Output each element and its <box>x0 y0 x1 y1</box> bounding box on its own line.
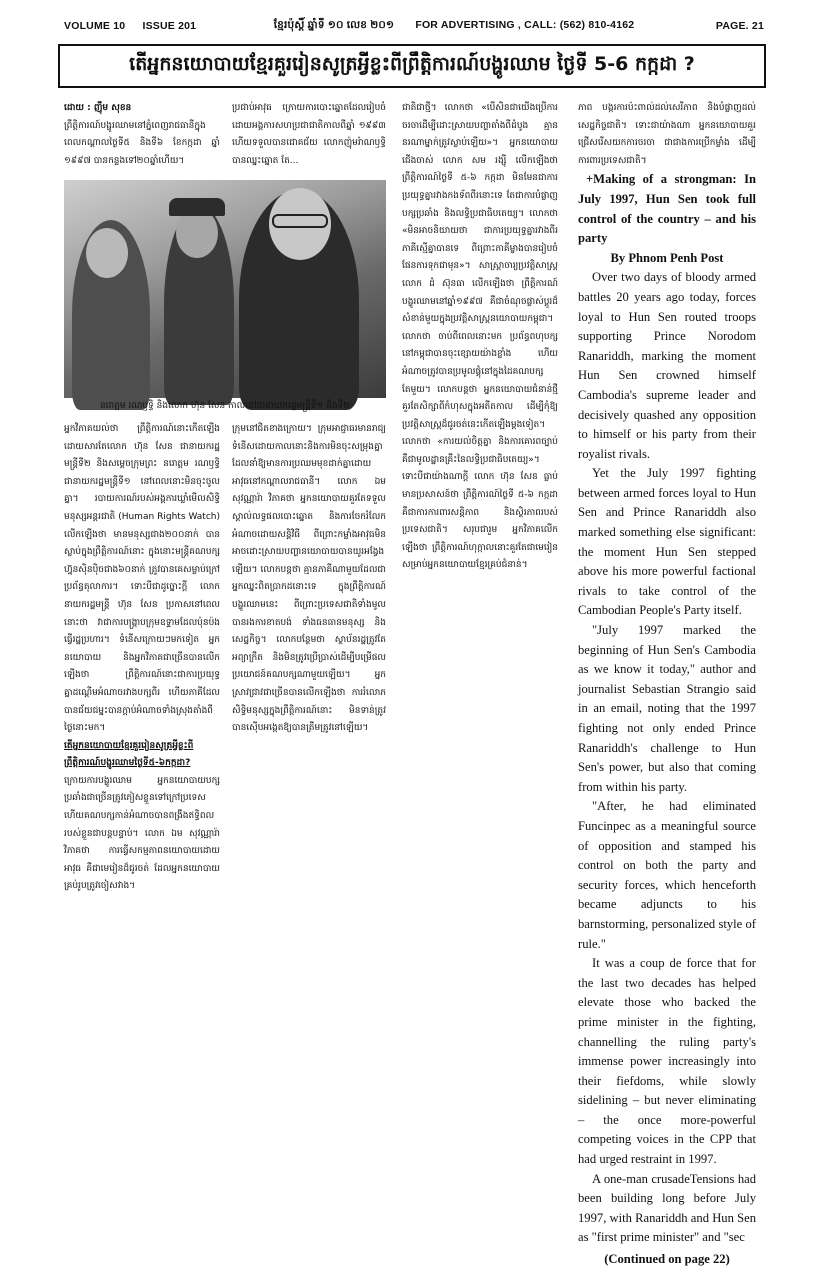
english-headline: +Making of a strongman: In July 1997, Hun Sen took full control of the country – and his party <box>578 172 756 246</box>
article-photo <box>64 180 386 398</box>
english-paragraph: Yet the July 1997 fighting between armed forces loyal to Hun Sen and Prince Ranariddh also marked something else significant: the moment Hun Sen stepped above his more powerful factional rivals to take control of the Cambodian People's Party itself. <box>578 466 756 618</box>
khmer-column-1 <box>64 421 220 1171</box>
header-left <box>64 20 210 32</box>
english-paragraph: A one-man crusadeTensions had been building long before July 1997, with Ranariddh and Hun Sen as "first prime minister" and "sec <box>578 1171 756 1245</box>
header-mid <box>274 19 653 34</box>
english-paragraph: It was a coup de force that for the last two decades has helped elevate those who backed the prime minister in the fighting, channelling the ruling party's immense power increasingly into their fiefdoms, while slowly sidelining – but never eliminating – the once more-powerful competing voices in the CPP that had urged restraint in 1997. <box>578 956 756 1167</box>
english-article <box>578 170 756 1269</box>
english-paragraph: "After, he had eliminated Funcinpec as a meaningful source of opposition and stamped his control on both the party and security forces, which henceforth became adjuncts to his barnstorming, personalized style of rule." <box>578 799 756 951</box>
khmer-paragraph: ព្រឹត្តិការណ៍បង្ហូរឈាមនៅភ្នំពេញរាជធានីក្នុងពេលកណ្តាលថ្ងៃទី៥ និងទី៦ ខែកក្កដា ឆ្នាំ ១៩៩៧ បានកន្លងទៅ២០ឆ្នាំហើយ។ <box>64 120 220 166</box>
article-headline: តើអ្នកនយោបាយខ្មែរគួររៀនសូត្រអ្វីខ្លះពីព្រឹត្តិការណ៍បង្ហូរឈាម ថ្ងៃទី 5-6 កក្កដា ? <box>58 44 766 88</box>
author-byline: ដោយ : ញ៉ឹម សុខន <box>64 103 132 113</box>
english-column <box>578 100 756 1267</box>
khmer-subheading: តើអ្នកនយោបាយខ្មែរគួររៀនសូត្រអ្វីខ្លះពីព្រឹត្តិការណ៍បង្ហូរឈាមថ្ងៃទី៥-៦កក្កដា? <box>64 740 194 769</box>
english-paragraph: Over two days of bloody armed battles 20 years ago today, forces loyal to Hun Sen routed troops supporting Prince Norodom Ranariddh, marking the moment Hun Sen crowned himself Cambodia's supreme leader and decisively quashed any opposition to himself or his party from their royalist rivals. <box>578 270 756 461</box>
advertising-label: FOR ADVERTISING , CALL: (562) 810-4162 <box>415 18 635 31</box>
khmer-paragraph: ក្រោយការបង្ហូរឈាម អ្នកនយោបាយបក្សប្រឆាំងជាច្រើនត្រូវភៀសខ្លួនទៅក្រៅប្រទេស ហើយគណបក្សកាន់អំណាចបានពង្រឹងឥទ្ធិពលរបស់ខ្លួនជាបន្តបន្ទាប់។ លោក ឯម សុវណ្ណារ៉ា វិភាគថា ការធ្វើសកម្មភាពនយោបាយដោយអាវុធ គឺជាមេរៀនដ៏ជូរចត់ ដែលអ្នកនយោបាយគ្រប់រូបត្រូវចៀសវាង។ <box>64 775 220 892</box>
khmer-paragraph: ក្រុមនៅជិតខាងក្រោយ។ ក្រុមអាជ្ញាធរមានរាជ្យទំនើសដោយកាលនោះនិងការមិនចុះសម្រុងគ្នា ដែលនាំឱ្យមានការប្រឈមមុខដាក់គ្នាដោយអាវុធនៅកណ្តាលរាជធានី។ លោក ឯម សុវណ្ណារ៉ា វិភាគថា អ្នកនយោបាយគួរតែទទួលស្គាល់លទ្ធផលបោះឆ្នោត និងការចែករំលែកអំណាចដោយសន្តិវិធី ពីព្រោះកម្លាំងអាវុធមិនអាចដោះស្រាយបញ្ហានយោបាយបានយូរអង្វែងឡើយ។ លោកបន្តថា គ្មានភាគីណាមួយដែលជាអ្នកឈ្នះពិតប្រាកដនោះទេ ក្នុងព្រឹត្តិការណ៍បង្ហូរឈាមនេះ ពីព្រោះប្រទេសជាតិទាំងមូលបានរងការខាតបង់ ទាំងធនធានមនុស្ស និងសេដ្ឋកិច្ច។ លោកបន្ថែមថា ស្ថាប័នរដ្ឋត្រូវតែអព្យាក្រឹត និងមិនត្រូវប្រើប្រាស់ដើម្បីបម្រើផលប្រយោជន៍គណបក្សណាមួយឡើយ។ អ្នកស្រាវជ្រាវជាច្រើនបានលើកឡើងថា ការរំលោភសិទ្ធិមនុស្សក្នុងព្រឹត្តិការណ៍នោះ មិនទាន់ត្រូវបានស៊ើបអង្កេតឱ្យបានត្រឹមត្រូវនៅឡើយ។ <box>232 424 386 734</box>
khmer-paragraph: ប្រជាប់អាវុធ ក្រោយការបោះឆ្នោតដែលរៀបចំដោយអង្គការសហប្រជាជាតិកាលពីឆ្នាំ ១៩៩៣ ហើយទទួលបានជោគជ័យ លោកញ៉ុមរ៉ាណឫទ្ធិ បានឈ្នះឆ្នោត តែ... <box>232 103 386 166</box>
khmer-paragraph: ជាតិជាថ្មី។ លោកថា «បើសិនជាយើងប្រើការចរចាដើម្បីដោះស្រាយបញ្ហាតាំងពីដំបូង គ្មាននរណាម្នាក់ត្រូវស្លាប់ឡើយ»។ អ្នកនយោបាយជើងចាស់ លោក សម រង្ស៊ី លើកឡើងថា ព្រឹត្តិការណ៍ថ្ងៃទី ៥-៦ កក្កដា មិនមែនជាការប្រយុទ្ធគ្នារវាងកងទ័ពពីរនោះទេ តែជាការបំផ្លាញបក្សប្រឆាំង និងលទ្ធិប្រជាធិបតេយ្យ។ លោកថា «មិនអាចនិយាយថា ជាការប្រយុទ្ធគ្នារវាងពីរភាគីស្មើគ្នាបានទេ ពីព្រោះភាគីម្ខាងបានរៀបចំផែនការទុកជាមុន»។ សាស្ត្រាចារ្យប្រវត្តិសាស្ត្រ លោក ដំ ស៊ុនធា លើកឡើងថា ព្រឹត្តិការណ៍បង្ហូរឈាមនៅឆ្នាំ១៩៩៧ គឺជាចំណុចផ្លាស់ប្តូរដ៏សំខាន់មួយក្នុងប្រវត្តិសាស្ត្រនយោបាយកម្ពុជា។ លោកថា ចាប់ពីពេលនោះមក ប្រព័ន្ធពហុបក្សនៅកម្ពុជាបានចុះខ្សោយយ៉ាងខ្លាំង ហើយអំណាចត្រូវបានប្រមូលផ្តុំនៅក្នុងដៃគណបក្សតែមួយ។ លោកបន្តថា អ្នកនយោបាយជំនាន់ថ្មីគួរតែសិក្សាពីកំហុសក្នុងអតីតកាល ដើម្បីកុំឱ្យប្រវត្តិសាស្ត្រដ៏ជូរចត់នេះកើតឡើងម្តងទៀត។ លោកថា «ការយល់ចិត្តគ្នា និងការគោរពច្បាប់ គឺជាមូលដ្ឋានគ្រឹះនៃលទ្ធិប្រជាធិបតេយ្យ»។ ទោះបីជាយ៉ាងណាក្តី លោក ហ៊ុន សែន ធ្លាប់មានប្រសាសន៍ថា ព្រឹត្តិការណ៍ថ្ងៃទី ៥-៦ កក្កដា គឺជាការការពារសន្តិភាព និងស្ថិរភាពរបស់ប្រទេសជាតិ។ សរុបជារួម អ្នកវិភាគលើកឡើងថា ព្រឹត្តិការណ៍ហុក្កាលនោះគួរតែជាមេរៀនសម្រាប់អ្នកនយោបាយខ្មែរគ្រប់ជំនាន់។ <box>402 103 558 571</box>
photo-caption: នរោត្តម រណឫទ្ធិ និងលោក ហ៊ុន សែន កាលនៅជានាយករដ្ឋមន្ត្រីទី១ និងទី២ <box>99 401 351 411</box>
page-number: PAGE. 21 <box>715 20 764 32</box>
khmer-paragraph: ភាព បង្ករការប៉ះពាល់ដល់សេរីភាព និងបំផ្លាញដល់សេដ្ឋកិច្ចជាតិ។ ទោះជាយ៉ាងណា អ្នកនយោបាយគួរជ្រើសរើសយកការចរចា ជាជាងការប្រើកម្លាំង ដើម្បីការពារប្រទេសជាតិ។ <box>578 103 756 166</box>
glasses <box>272 214 328 228</box>
khmer-paragraph: អ្នកវិភាគយល់ថា ព្រឹត្តិការណ៍នោះកើតឡើងដោយសារតែលោក ហ៊ុន សែន ជានាយករដ្ឋមន្ត្រីទី២ និងសម្តេចក្រុមព្រះ នរោត្តម រណឫទ្ធិ ជានាយករដ្ឋមន្ត្រីទី១ នៅពេលនោះមិនចុះចូលគ្នា។ របាយការណ៍របស់អង្គការឃ្លាំមើលសិទ្ធិមនុស្សអន្តរជាតិ (Human Rights Watch) លើកឡើងថា មានមនុស្សជាង២០០នាក់ បានស្លាប់ក្នុងព្រឹត្តិការណ៍នោះ ក្នុងនោះមន្ត្រីគណបក្សហ្វ៊ុនស៊ិនប៉ិចជាង៦០នាក់ ត្រូវបានគេសម្លាប់ក្រៅប្រព័ន្ធតុលាការ។ ទោះបីជាដូច្នោះក្តី លោកនាយករដ្ឋមន្ត្រី ហ៊ុន សែន ប្រកាសនៅពេលនោះថា វាជាការបង្ក្រាបក្រុមឧទ្ទាមដែលប៉ុនប៉ងធ្វើរដ្ឋប្រហារ។ ទំនើសក្រោយៗមកទៀត អ្នកនយោបាយ និងអ្នកវិភាគជាច្រើនបានលើកឡើងថា ព្រឹត្តិការណ៍នោះជាការប្រយុទ្ធគ្នាដណ្តើមអំណាចរវាងបក្សពីរ ហើយភាគីដែលបានជ័យជម្នះបានក្តាប់អំណាចទាំងស្រុងតាំងពីថ្ងៃនោះមក។ <box>64 424 220 734</box>
khmer-column-1-top <box>64 100 220 176</box>
continued-notice: (Continued on page 22) <box>604 1252 730 1267</box>
english-paragraph: "July 1997 marked the beginning of Hun Sen's Cambodia as we know it today," author and journalist Sebastian Strangio said in an email, noting that the 1997 fighting not only ended Prince Ranariddh's challenge to Hun Sen's power, but also that coming from within his party. <box>578 623 756 794</box>
khmer-column-2-top <box>232 100 386 176</box>
khmer-issue-label: ខ្មែរប៉ុស្តិ៍ ឆ្នាំទី ១០ លេខ ២០១ <box>273 18 395 31</box>
khmer-column-2 <box>232 421 386 1171</box>
issue-label: ISSUE 201 <box>142 20 197 32</box>
khmer-column-3 <box>402 100 558 1175</box>
english-byline: By Phnom Penh Post <box>610 250 724 265</box>
volume-label: VOLUME 10 <box>64 20 126 32</box>
page-header <box>64 18 764 34</box>
military-cap <box>169 198 225 216</box>
